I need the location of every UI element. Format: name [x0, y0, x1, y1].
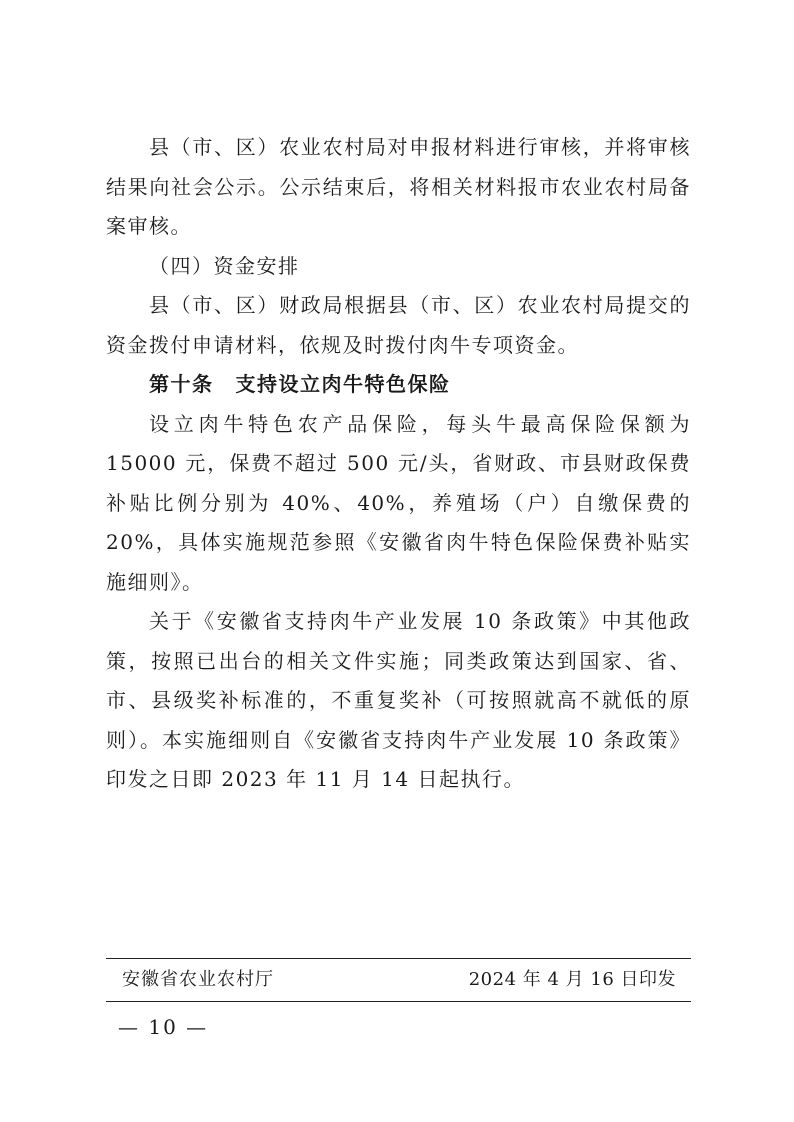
document-body: [106, 128, 691, 800]
footer-top-rule: [106, 958, 691, 959]
article-heading: [106, 365, 691, 405]
article-number: 第十条: [149, 372, 214, 396]
paragraph-insurance: 设立肉牛特色农产品保险，每头牛最高保险保额为 15000 元，保费不超过 500 元/头，省财政、市县财政保费补贴比例分别为 40%、40%，养殖场（户）自缴保费的 20%，具体实施规范参照《安徽省肉牛特色保险保费补贴实施细则》。: [106, 411, 691, 594]
page-number: — 10 —: [118, 1015, 209, 1039]
section-heading-funding: （四）资金安排: [149, 253, 300, 278]
paragraph-other-policies: 关于《安徽省支持肉牛产业发展 10 条政策》中其他政策，按照已出台的相关文件实施；同类政策达到国家、省、市、县级奖补标准的，不重复奖补（可按照就高不就低的原则）。本实施细则自《安徽省支持肉牛产业发展 10 条政策》印发之日即 2023 年 11 月 14 日起执行。: [106, 609, 691, 791]
paragraph-funding: 县（市、区）财政局根据县（市、区）农业农村局提交的资金拨付申请材料，依规及时拨付肉牛专项资金。: [106, 293, 691, 357]
issue-date: 2024 年 4 月 16 日印发: [468, 969, 676, 990]
article-title: 支持设立肉牛特色保险: [235, 372, 451, 396]
issuer-name: 安徽省农业农村厅: [122, 969, 274, 990]
footer-bottom-rule: [106, 1001, 691, 1002]
paragraph-review: 县（市、区）农业农村局对申报材料进行审核，并将审核结果向社会公示。公示结束后，将相关材料报市农业农村局备案审核。: [106, 135, 691, 238]
